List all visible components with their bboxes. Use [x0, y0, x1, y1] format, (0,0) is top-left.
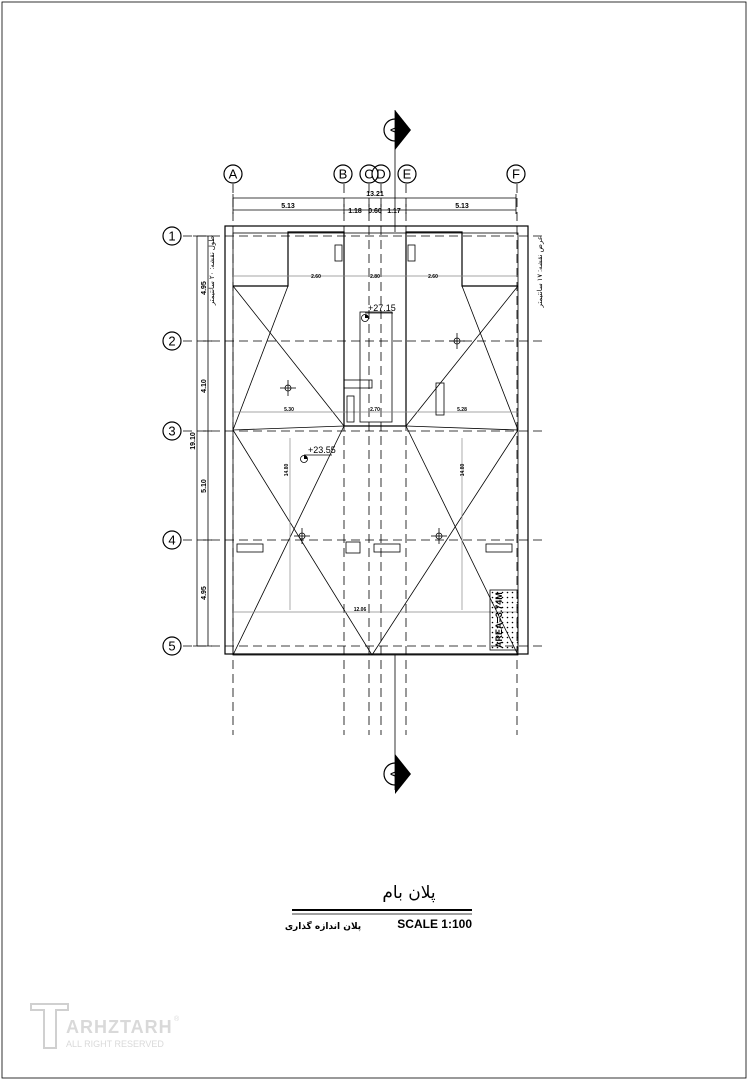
note-right-vertical: عرض نقشه: ۱۷ سانتیمتر: [537, 236, 544, 308]
level-lower: +23.55: [308, 445, 336, 455]
plan-scale: SCALE 1:100: [397, 917, 472, 931]
dim-top-seg-4: 1.17: [387, 208, 401, 215]
dim-left-seg-3: 5.10: [201, 479, 208, 493]
column-label-f: F: [512, 166, 520, 182]
row-label-4: 4: [168, 532, 176, 548]
dim-left-seg-2: 4.10: [201, 379, 208, 393]
stair-core: [360, 312, 392, 422]
building-outline: [225, 226, 528, 655]
section-marker-bottom: [384, 655, 411, 794]
svg-text:2.60: 2.60: [311, 274, 321, 280]
row-label-1: 1: [168, 228, 176, 244]
svg-text:2.60: 2.60: [428, 274, 438, 280]
area-label: AREA=3.74M: [494, 592, 504, 648]
plan-subtitle: پلان اندازه گذاری: [284, 922, 362, 932]
row-bubbles: [163, 227, 181, 655]
svg-text:12.06: 12.06: [353, 607, 367, 613]
roof-slope-lines: [233, 276, 518, 655]
dim-left-total: 19.10: [190, 432, 197, 450]
dim-top-total: 13.21: [366, 191, 384, 198]
watermark-tagline: ALL RIGHT RESERVED: [66, 1039, 164, 1049]
svg-text:5.30: 5.30: [284, 407, 294, 413]
section-label-top: A: [387, 125, 403, 135]
svg-text:5.28: 5.28: [457, 407, 467, 413]
column-bubbles: [224, 165, 525, 183]
grid-lines: [183, 184, 545, 735]
plan-title: پلان بام: [382, 883, 436, 903]
watermark-mark: ®: [174, 1016, 180, 1023]
dim-left-seg-1: 4.95: [201, 281, 208, 295]
column-label-b: B: [338, 166, 348, 182]
area-hatch: [490, 590, 518, 650]
dim-top-seg-5: 5.13: [455, 203, 469, 210]
dim-left-seg-4: 4.95: [201, 586, 208, 600]
column-label-a: A: [228, 166, 238, 182]
watermark-logo-icon: [31, 1004, 68, 1048]
dim-top-seg-3: 0.60: [368, 208, 382, 215]
note-left-vertical: طول نقشه: ۲۰ سانتیمتر: [209, 236, 216, 306]
inner-dimensions: [284, 274, 467, 613]
title-block: [285, 883, 472, 932]
column-label-d: D: [376, 166, 386, 182]
roof-vents: [237, 245, 512, 553]
watermark: [31, 1004, 180, 1049]
row-label-5: 5: [168, 638, 176, 654]
svg-text:2.70: 2.70: [370, 407, 380, 413]
column-label-c: C: [364, 166, 374, 182]
svg-text:14.80: 14.80: [284, 463, 290, 477]
svg-text:2.80: 2.80: [370, 274, 380, 280]
dim-top-seg-2: 1.18: [348, 208, 362, 215]
row-label-2: 2: [168, 333, 176, 349]
top-dimensions: [233, 191, 516, 215]
dim-top-seg-1: 5.13: [281, 203, 295, 210]
level-upper: +27.15: [368, 303, 396, 313]
roof-drains: [280, 333, 465, 544]
row-label-3: 3: [168, 423, 176, 439]
section-label-bottom: A: [387, 769, 403, 779]
svg-text:14.80: 14.80: [460, 463, 466, 477]
watermark-brand: ARHZTARH: [66, 1017, 173, 1037]
column-label-e: E: [402, 166, 412, 182]
level-markers: [301, 303, 396, 463]
